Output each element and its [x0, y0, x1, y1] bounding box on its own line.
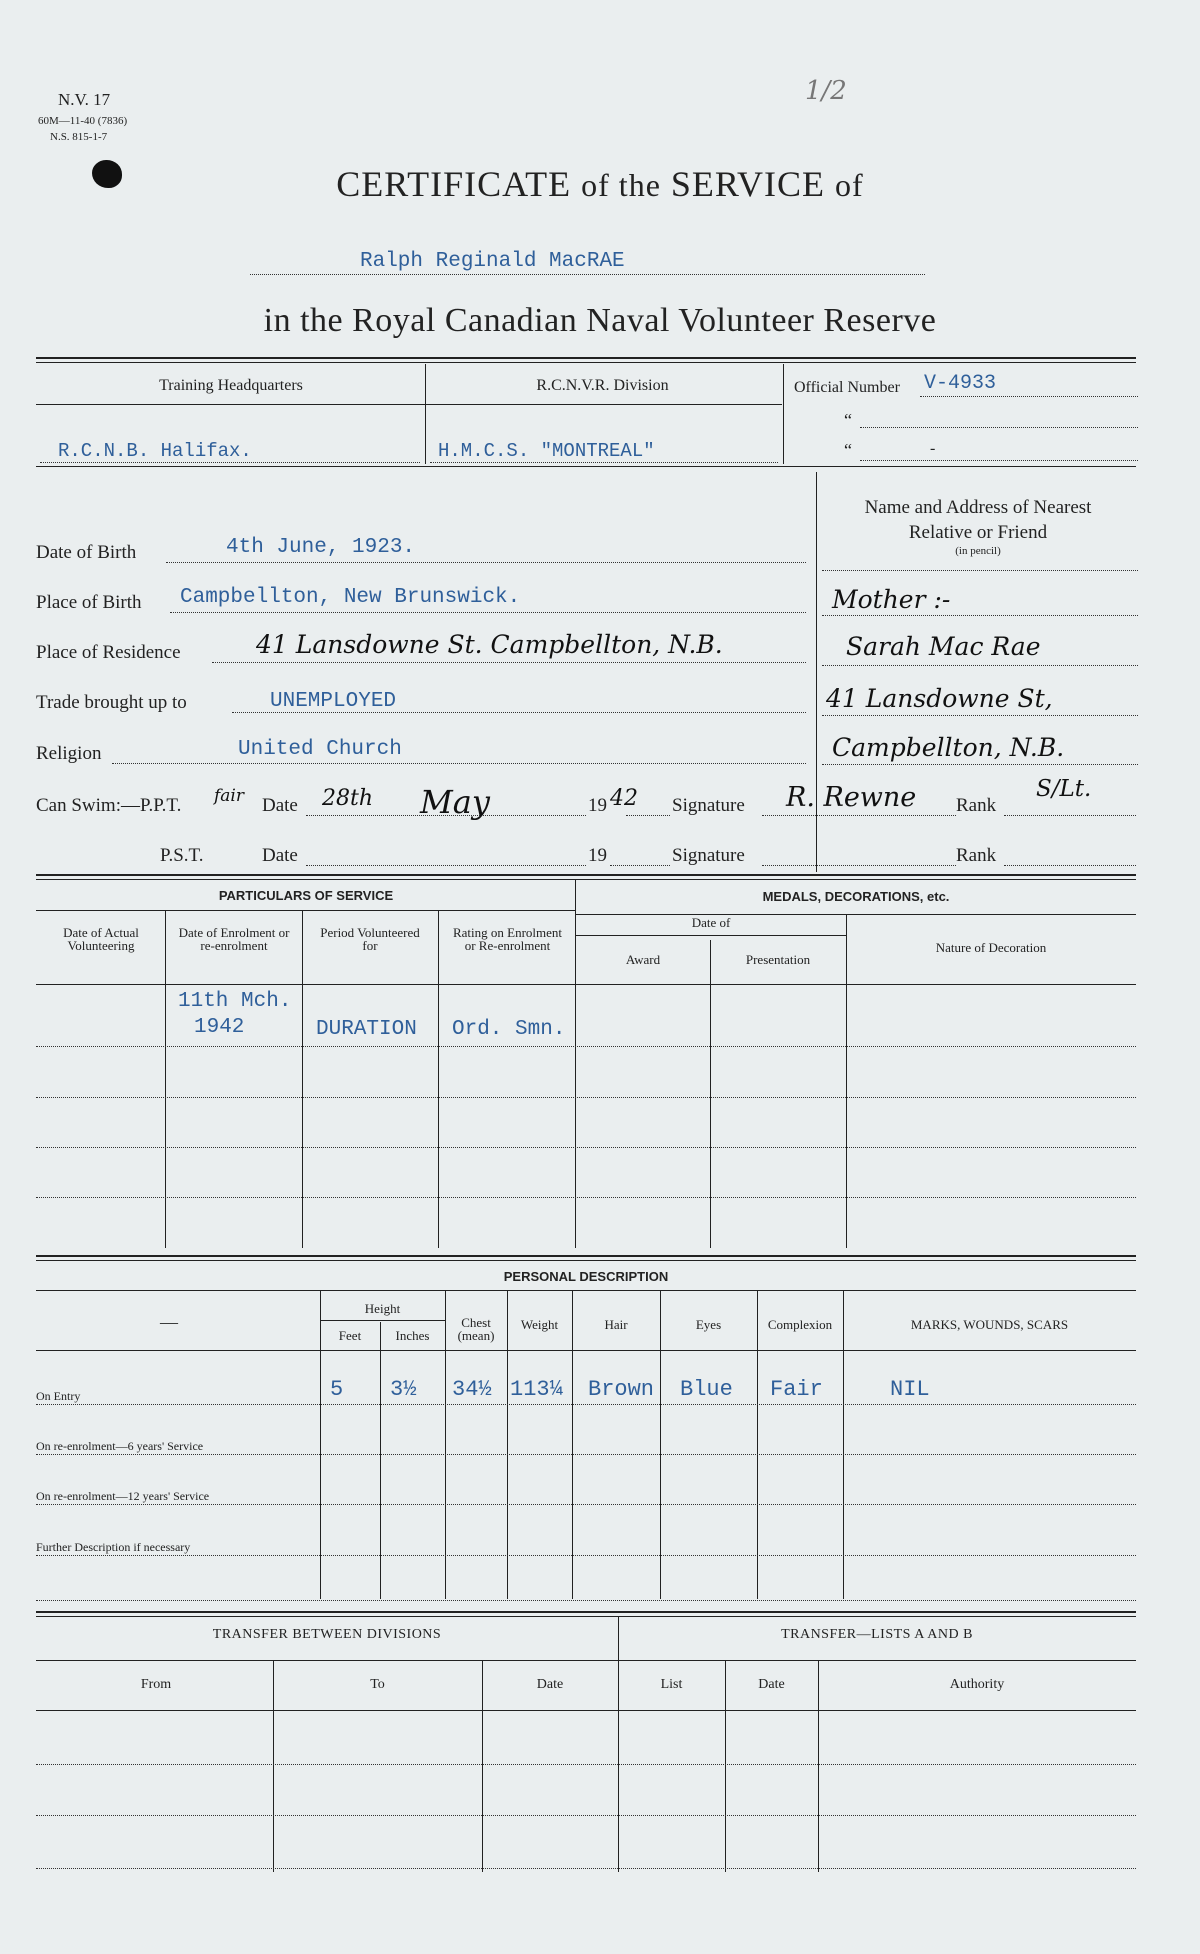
ns-line: N.S. 815-1-7	[50, 131, 108, 143]
entry-complexion: Fair	[770, 1377, 823, 1402]
relative-line2: Sarah Mac Rae	[846, 632, 1041, 661]
pob-label: Place of Birth	[36, 592, 142, 613]
swim-signature-label: Signature	[672, 795, 745, 816]
col-period-volunteered: Period Volunteered for	[320, 925, 420, 953]
medals-heading: MEDALS, DECORATIONS, etc.	[762, 889, 950, 904]
medals-nature: Nature of Decoration	[935, 940, 1047, 955]
medals-award: Award	[625, 952, 661, 967]
entry-hair: Brown	[588, 1377, 655, 1402]
official-number-label: Official Number	[794, 379, 900, 396]
transfer-col-list: List	[660, 1677, 683, 1692]
transfer-divisions-heading: TRANSFER BETWEEN DIVISIONS	[212, 1627, 442, 1642]
print-line: 60M—11-40 (7836)	[38, 115, 128, 127]
swim-date-month: May	[420, 783, 490, 821]
relative-note: (in pencil)	[955, 545, 1001, 557]
trade-value: UNEMPLOYED	[270, 690, 397, 713]
person-name: Ralph Reginald MacRAE	[360, 250, 625, 273]
residence-value: 41 Lansdowne St. Campbellton, N.B.	[256, 630, 723, 659]
relative-line3: 41 Lansdowne St,	[826, 684, 1053, 713]
pencil-mark: 1/2	[805, 76, 847, 106]
medals-date-of: Date of	[691, 915, 731, 930]
personal-heading: PERSONAL DESCRIPTION	[503, 1269, 669, 1284]
transfer-col-date2: Date	[758, 1677, 785, 1692]
swim-signature: R. Rewne	[786, 782, 917, 813]
entry-eyes: Blue	[680, 1377, 733, 1402]
service-enrolment-line1: 11th Mch.	[178, 990, 292, 1013]
entry-feet: 5	[330, 1377, 344, 1402]
col-marks: MARKS, WOUNDS, SCARS	[910, 1317, 1069, 1332]
certificate-subtitle: in the Royal Canadian Naval Volunteer Reserve	[263, 302, 937, 339]
col-chest: Chest (mean)	[457, 1315, 495, 1343]
relative-line4: Campbellton, N.B.	[832, 733, 1065, 762]
title-certificate: CERTIFICATE	[336, 164, 572, 204]
service-rating: Ord. Smn.	[452, 1018, 566, 1041]
service-enrolment-line2: 1942	[194, 1016, 245, 1039]
certificate-title	[0, 163, 1200, 205]
row-on-entry: On Entry	[36, 1389, 81, 1403]
row-reenrolment-12: On re-enrolment—12 years' Service	[36, 1489, 210, 1503]
pob-value: Campbellton, New Brunswick.	[180, 586, 521, 609]
pst-signature-label: Signature	[672, 845, 745, 866]
transfer-lists-heading: TRANSFER—LISTS A AND B	[781, 1627, 973, 1642]
title-of-the: of the	[581, 167, 661, 203]
division-value: H.M.C.S. "MONTREAL"	[438, 440, 655, 462]
residence-label: Place of Residence	[36, 642, 181, 663]
official-number-value: V-4933	[924, 372, 997, 395]
dob-label: Date of Birth	[36, 542, 137, 563]
swim-year: 42	[610, 786, 638, 811]
entry-chest: 34½	[452, 1377, 492, 1402]
title-of: of	[835, 167, 864, 203]
division-label: R.C.N.V.R. Division	[536, 377, 669, 394]
relative-heading-line2: Relative or Friend	[908, 522, 1048, 543]
col-hair: Hair	[604, 1317, 628, 1332]
col-weight: Weight	[520, 1317, 559, 1332]
service-heading: PARTICULARS OF SERVICE	[218, 888, 394, 903]
col-inches: Inches	[395, 1328, 430, 1343]
entry-weight: 113¼	[510, 1377, 563, 1402]
medals-presentation: Presentation	[745, 952, 811, 967]
title-service: SERVICE	[670, 164, 826, 204]
row-reenrolment-6: On re-enrolment—6 years' Service	[36, 1439, 204, 1453]
form-code: N.V. 17	[58, 90, 111, 109]
col-rating: Rating on Enrolment or Re-enrolment	[452, 925, 563, 953]
col-feet: Feet	[338, 1328, 362, 1343]
transfer-col-to: To	[370, 1677, 385, 1692]
dob-value: 4th June, 1923.	[226, 536, 416, 559]
row-further-description: Further Description if necessary	[36, 1540, 191, 1554]
transfer-col-authority: Authority	[949, 1677, 1005, 1692]
personal-dash: —	[160, 1312, 178, 1332]
swim-year-prefix: 19	[588, 795, 607, 816]
pst-date-label: Date	[262, 845, 298, 866]
religion-label: Religion	[36, 743, 102, 764]
swim-date-day: 28th	[322, 786, 374, 811]
col-height: Height	[364, 1301, 401, 1316]
ditto-value-2: -	[930, 440, 936, 457]
swim-date-label: Date	[262, 795, 298, 816]
religion-value: United Church	[238, 738, 402, 761]
entry-marks: NIL	[890, 1377, 930, 1402]
pst-label: P.S.T.	[160, 845, 204, 866]
ditto-mark-1: “	[844, 410, 852, 430]
ditto-mark-2: “	[844, 440, 852, 460]
swim-label: Can Swim:—P.P.T.	[36, 795, 182, 816]
col-date-enrolment: Date of Enrolment or re-enrolment	[178, 925, 290, 953]
col-eyes: Eyes	[695, 1317, 722, 1332]
pst-year-prefix: 19	[588, 845, 607, 866]
swim-ppt-mark: fair	[214, 786, 244, 806]
relative-heading	[820, 495, 1136, 558]
entry-inches: 3½	[390, 1377, 417, 1402]
training-hq-label: Training Headquarters	[159, 377, 303, 394]
relative-line1: Mother :-	[832, 585, 951, 614]
swim-rank-label: Rank	[956, 795, 997, 816]
pst-rank-label: Rank	[956, 845, 997, 866]
col-actual-volunteering: Date of Actual Volunteering	[63, 925, 139, 953]
transfer-col-from: From	[140, 1677, 172, 1692]
swim-rank: S/Lt.	[1036, 776, 1092, 802]
col-complexion: Complexion	[767, 1317, 833, 1332]
trade-label: Trade brought up to	[36, 692, 187, 713]
transfer-col-date: Date	[536, 1677, 564, 1692]
relative-heading-line1: Name and Address of Nearest	[864, 497, 1092, 518]
service-period: DURATION	[316, 1018, 417, 1041]
training-hq-value: R.C.N.B. Halifax.	[58, 440, 252, 462]
